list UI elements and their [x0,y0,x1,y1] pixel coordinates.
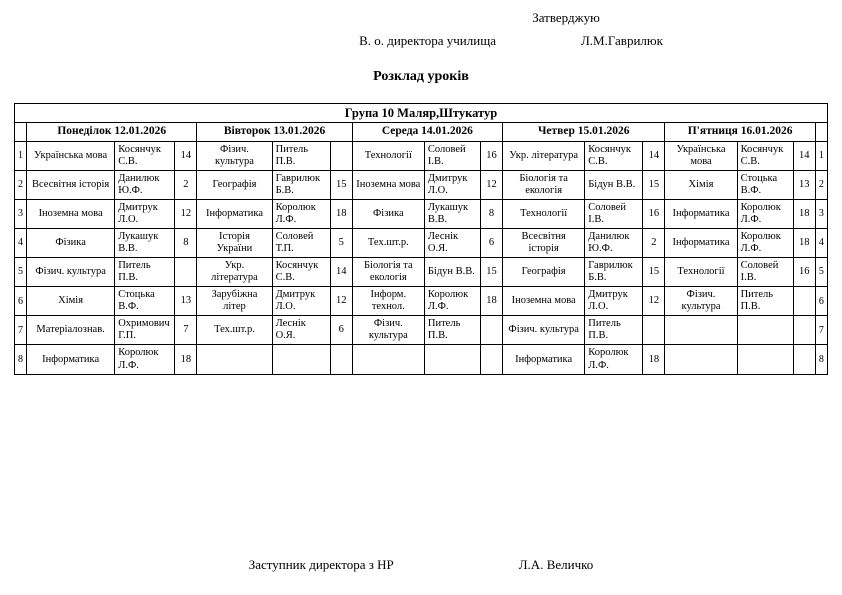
lesson-number-right: 6 [815,287,827,316]
lesson-number-left: 6 [15,287,27,316]
lesson-subject: Тех.шт.р. [352,228,424,257]
lesson-teacher: Лукашук В.В. [115,228,175,257]
lesson-subject: Фізика [27,228,115,257]
lesson-subject: Інформ. технол. [352,287,424,316]
table-row [15,345,828,374]
lesson-subject: Фізич. культура [665,287,737,316]
table-row [15,199,828,228]
lesson-room: 16 [793,258,815,287]
lesson-room: 2 [175,170,197,199]
lesson-teacher: Дмитрук Л.О. [272,287,330,316]
lesson-teacher: Косянчук С.В. [272,258,330,287]
lesson-room: 16 [643,199,665,228]
lesson-room [793,316,815,345]
lesson-teacher: Данилюк Ю.Ф. [115,170,175,199]
table-row [15,141,828,170]
lesson-number-left: 4 [15,228,27,257]
lesson-teacher: Леснік О.Я. [424,228,480,257]
lesson-room: 18 [330,199,352,228]
lesson-subject: Інформатика [503,345,585,374]
lesson-number-right: 7 [815,316,827,345]
day-header: Середа 14.01.2026 [352,123,502,141]
lesson-subject: Укр. література [197,258,272,287]
day-header-row [15,123,828,141]
lesson-subject: Фізич. культура [503,316,585,345]
lesson-room: 18 [481,287,503,316]
lesson-room: 6 [330,316,352,345]
lesson-subject: Фізич. культура [352,316,424,345]
lesson-room: 14 [175,141,197,170]
lesson-teacher: Королюк Л.Ф. [737,199,793,228]
lesson-teacher: Дмитрук Л.О. [424,170,480,199]
lesson-subject: Фізич. культура [27,258,115,287]
lesson-room: 6 [481,228,503,257]
lesson-room [330,345,352,374]
lesson-subject: Інформатика [665,228,737,257]
footer-role: Заступник директора з НР [248,557,394,572]
schedule-table-wrap [14,103,828,375]
group-title: Група 10 Маляр,Штукатур [15,104,828,123]
lesson-teacher: Питель П.В. [585,316,643,345]
lesson-room [481,345,503,374]
lesson-subject: Біологія та екологія [352,258,424,287]
lesson-teacher: Соловей Т.П. [272,228,330,257]
group-title-row [15,104,828,123]
lesson-teacher: Королюк Л.Ф. [585,345,643,374]
lesson-subject: Укр. література [503,141,585,170]
lesson-room: 7 [175,316,197,345]
lesson-subject: Технології [503,199,585,228]
lesson-room: 5 [330,228,352,257]
lesson-subject [665,316,737,345]
lesson-subject [665,345,737,374]
day-header: Четвер 15.01.2026 [503,123,665,141]
table-row [15,258,828,287]
lesson-room: 12 [643,287,665,316]
lesson-subject: Всесвітня історія [27,170,115,199]
lesson-number-left: 2 [15,170,27,199]
approver-name: Л.М.Гаврилюк [580,33,663,48]
lesson-subject: Інформатика [27,345,115,374]
lesson-subject: Українська мова [665,141,737,170]
lesson-room: 13 [793,170,815,199]
lesson-number-left: 8 [15,345,27,374]
lesson-number-left: 1 [15,141,27,170]
lesson-teacher: Охримович Г.П. [115,316,175,345]
lesson-subject: Українська мова [27,141,115,170]
lesson-room [793,287,815,316]
corner-cell-right [815,123,827,141]
corner-cell-left [15,123,27,141]
lesson-room: 2 [643,228,665,257]
lesson-room: 18 [175,345,197,374]
day-header: Вівторок 13.01.2026 [197,123,352,141]
lesson-room [643,316,665,345]
lesson-teacher: Косянчук С.В. [737,141,793,170]
lesson-room [793,345,815,374]
lesson-room: 15 [643,258,665,287]
lesson-room: 14 [793,141,815,170]
lesson-room: 8 [175,228,197,257]
page-title: Розклад уроків [373,69,469,84]
table-row [15,316,828,345]
lesson-subject: Іноземна мова [352,170,424,199]
lesson-teacher: Королюк Л.Ф. [272,199,330,228]
lesson-room: 14 [643,141,665,170]
approver-line [0,33,842,49]
lesson-subject: Географія [503,258,585,287]
lesson-teacher [737,316,793,345]
lesson-room [481,316,503,345]
lesson-subject: Технології [352,141,424,170]
lesson-number-right: 4 [815,228,827,257]
document-header [0,0,842,85]
lesson-teacher: Питель П.В. [272,141,330,170]
lesson-subject: Технології [665,258,737,287]
lesson-teacher [272,345,330,374]
lesson-teacher: Дмитрук Л.О. [585,287,643,316]
lesson-subject: Географія [197,170,272,199]
lesson-number-right: 8 [815,345,827,374]
lesson-subject: Хімія [665,170,737,199]
lesson-teacher: Королюк Л.Ф. [737,228,793,257]
lesson-teacher: Соловей І.В. [424,141,480,170]
approver-role: В. о. директора училища [359,33,496,48]
approve-word: Затверджую [532,10,600,25]
lesson-teacher: Леснік О.Я. [272,316,330,345]
lesson-room: 12 [330,287,352,316]
lesson-teacher [737,345,793,374]
lesson-subject: Біологія та екологія [503,170,585,199]
lesson-room: 16 [481,141,503,170]
lesson-subject: Тех.шт.р. [197,316,272,345]
schedule-table [14,103,828,375]
lesson-room: 8 [481,199,503,228]
lesson-room: 15 [643,170,665,199]
lesson-teacher: Стоцька В.Ф. [115,287,175,316]
lesson-teacher: Питель П.В. [115,258,175,287]
lesson-teacher: Соловей І.В. [737,258,793,287]
lesson-room [175,258,197,287]
day-header: Понеділок 12.01.2026 [27,123,197,141]
lesson-teacher: Косянчук С.В. [115,141,175,170]
lesson-subject [352,345,424,374]
lesson-teacher: Стоцька В.Ф. [737,170,793,199]
lesson-teacher: Косянчук С.В. [585,141,643,170]
lesson-room: 13 [175,287,197,316]
lesson-teacher: Данилюк Ю.Ф. [585,228,643,257]
lesson-subject: Іноземна мова [27,199,115,228]
lesson-room: 12 [481,170,503,199]
lesson-subject: Інформатика [197,199,272,228]
lesson-teacher: Питель П.В. [737,287,793,316]
lesson-room: 14 [330,258,352,287]
lesson-teacher: Дмитрук Л.О. [115,199,175,228]
lesson-teacher: Гаврилюк Б.В. [272,170,330,199]
lesson-teacher: Бідун В.В. [424,258,480,287]
table-row [15,170,828,199]
lesson-room [330,141,352,170]
lesson-room: 18 [793,199,815,228]
lesson-teacher: Бідун В.В. [585,170,643,199]
document-footer [0,557,842,573]
table-row [15,228,828,257]
lesson-subject [197,345,272,374]
lesson-teacher: Гаврилюк Б.В. [585,258,643,287]
lesson-teacher: Лукашук В.В. [424,199,480,228]
lesson-teacher [424,345,480,374]
lesson-teacher: Королюк Л.Ф. [424,287,480,316]
lesson-teacher: Королюк Л.Ф. [115,345,175,374]
lesson-room: 12 [175,199,197,228]
lesson-subject: Інформатика [665,199,737,228]
lesson-subject: Матеріалознав. [27,316,115,345]
lesson-number-right: 3 [815,199,827,228]
lesson-number-left: 5 [15,258,27,287]
lesson-room: 15 [481,258,503,287]
lesson-number-right: 1 [815,141,827,170]
lesson-number-right: 2 [815,170,827,199]
lesson-teacher: Питель П.В. [424,316,480,345]
lesson-number-left: 7 [15,316,27,345]
lesson-subject: Зарубіжна літер [197,287,272,316]
lesson-room: 18 [643,345,665,374]
lesson-number-left: 3 [15,199,27,228]
lesson-teacher: Соловей І.В. [585,199,643,228]
lesson-subject: Історія України [197,228,272,257]
lesson-room: 18 [793,228,815,257]
lesson-room: 15 [330,170,352,199]
day-header: П'ятниця 16.01.2026 [665,123,815,141]
lesson-subject: Іноземна мова [503,287,585,316]
lesson-subject: Фізич. культура [197,141,272,170]
lesson-subject: Всесвітня історія [503,228,585,257]
lesson-subject: Фізика [352,199,424,228]
lesson-number-right: 5 [815,258,827,287]
table-row [15,287,828,316]
lesson-subject: Хімія [27,287,115,316]
footer-name: Л.А. Величко [518,557,594,572]
